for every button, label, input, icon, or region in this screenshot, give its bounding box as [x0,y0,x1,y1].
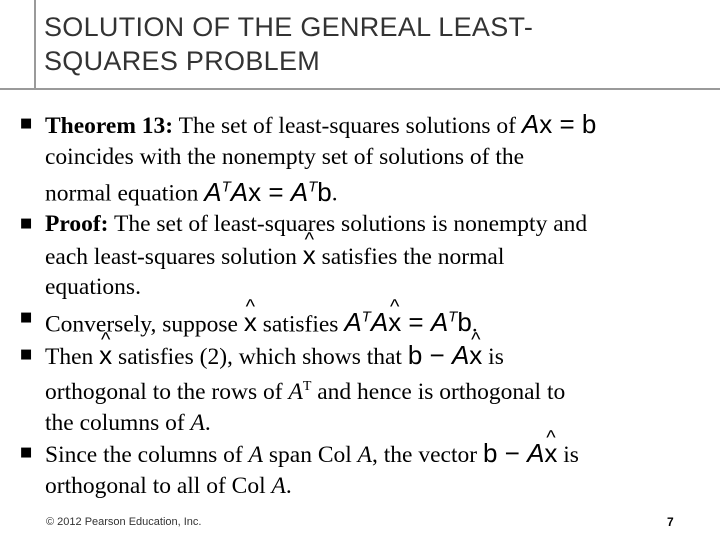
proof-text-4: equations. [45,274,141,301]
residual-vector: b − A^ x [483,438,557,468]
proof-label: Proof: [45,211,109,238]
since-text-7: orthogonal to all of Col [45,472,272,499]
proof-text-3: satisfies the normal [315,243,505,270]
bullet-list [20,109,710,501]
equation-normal: $A^TAx = A^Tb$ [204,176,332,207]
theorem-label: Theorem 13: [45,113,174,139]
theorem-text-3: normal equation [45,180,205,207]
equation-ax-b: Ax = b [521,109,597,139]
proof-text-2: each least-squares solution [45,243,303,270]
then-text-3: is [482,343,504,370]
since-text-6: is [557,442,579,469]
title-line-2: SQUARES PROBLEM [44,46,321,76]
residual-vector: b − A^ x [408,340,482,370]
theorem-text: The set of least-squares solutions of [173,113,522,139]
then-text: Then [45,343,100,370]
then-text-4: orthogonal to the rows of [45,379,289,406]
bullet-theorem [20,109,710,209]
bullet-marker-icon: ■ [20,116,33,131]
bullet-then: ■ Then ^ x satisfies (2), which shows that b − A^ x is orthogonal to the rows of $A^T$ and hence is orthogonal to the columns of A. [20,340,710,438]
page-number: 7 [667,515,674,529]
title-line-1: SOLUTION OF THE GENREAL LEAST- [44,12,534,42]
x-hat: ^ x [244,307,257,337]
then-text-2: satisfies (2), which shows that [112,343,408,370]
bullet-marker-icon: ■ [20,445,33,461]
theorem-text-2: coincides with the nonempty set of solutions of the [45,143,525,170]
slide-title [44,10,684,78]
bullet-marker-icon: ■ [20,346,33,362]
bullet-marker-icon: ■ [20,216,33,232]
bullet-marker-icon: ■ [20,309,33,325]
theorem-text-4: . [331,180,338,207]
footer-copyright: © 2012 Pearson Education, Inc. [46,516,202,528]
title-vertical-rule [34,0,36,88]
proof-text: The set of least-squares solutions is nonempty and [108,211,588,238]
bullet-proof [20,209,710,303]
since-text: Since the columns of [45,442,249,469]
conversely-text-2: satisfies [256,311,345,338]
then-text-8: the columns of [45,409,191,436]
bullet-since: ■ Since the columns of A span Col A, the vector b − A^ x is orthogonal to all of Col A. [20,438,710,501]
bullet-conversely [20,303,710,340]
then-text-7: and hence is orthogonal to [311,379,566,406]
conversely-text-3: . [471,311,478,338]
conversely-text: Conversely, suppose [45,311,244,338]
x-hat: ^ x [99,340,112,370]
x-hat: ^ x [303,240,316,270]
title-divider [0,88,720,90]
equation-normal-hat: $A^TA\^{}$ $x = A^Tb$ [344,307,471,337]
